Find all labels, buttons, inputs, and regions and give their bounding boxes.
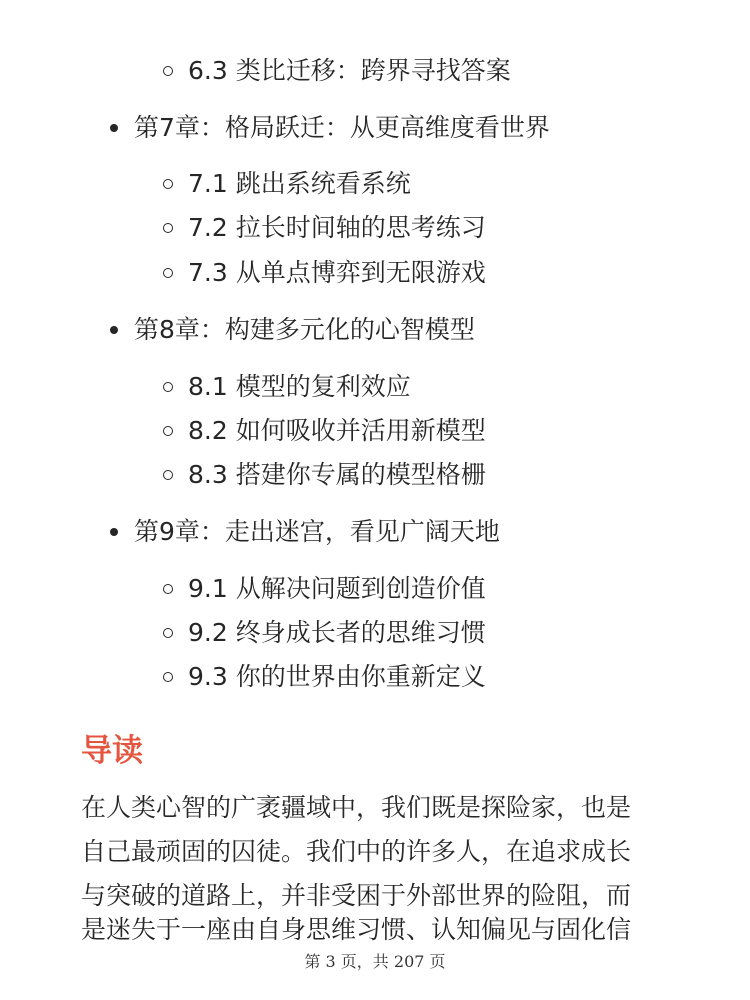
toc-chapter-label: 第9章：走出迷宫，看见广阔天地 — [134, 517, 500, 546]
page-number-footer: 第 3 页，共 207 页 — [304, 952, 446, 971]
hollow-bullet-icon — [163, 179, 173, 189]
toc-section-label: 7.2 拉长时间轴的思考练习 — [188, 213, 486, 242]
hollow-bullet-icon — [163, 426, 173, 436]
toc-section-label: 8.1 模型的复利效应 — [188, 372, 411, 401]
toc-section-label: 9.1 从解决问题到创造价值 — [188, 574, 486, 603]
hollow-bullet-icon — [163, 268, 173, 278]
hollow-bullet-icon — [163, 382, 173, 392]
hollow-bullet-icon — [163, 66, 173, 76]
toc-section-label: 6.3 类比迁移：跨界寻找答案 — [188, 56, 511, 85]
hollow-bullet-icon — [163, 223, 173, 233]
hollow-bullet-icon — [163, 628, 173, 638]
hollow-bullet-icon — [163, 672, 173, 682]
hollow-bullet-icon — [163, 470, 173, 480]
toc-section-label: 7.3 从单点博弈到无限游戏 — [188, 258, 486, 287]
toc-section-label: 7.1 跳出系统看系统 — [188, 169, 411, 198]
intro-paragraph-line: 自己最顽固的囚徒。我们中的许多人，在追求成长 — [81, 837, 632, 866]
intro-paragraph-line: 与突破的道路上，并非受困于外部世界的险阻，而 — [81, 881, 632, 910]
intro-paragraph-line: 是迷失于一座由自身思维习惯、认知偏见与固化信 — [81, 915, 632, 944]
toc-section-label: 8.3 搭建你专属的模型格栅 — [188, 460, 486, 489]
intro-paragraph-line: 在人类心智的广袤疆域中，我们既是探险家，也是 — [81, 793, 632, 822]
filled-bullet-icon — [110, 124, 118, 132]
toc-chapter-label: 第8章：构建多元化的心智模型 — [134, 315, 475, 344]
toc-section-label: 8.2 如何吸收并活用新模型 — [188, 416, 486, 445]
filled-bullet-icon — [110, 326, 118, 334]
intro-heading: 导读 — [81, 733, 143, 769]
toc-chapter-label: 第7章：格局跃迁：从更高维度看世界 — [134, 113, 550, 142]
hollow-bullet-icon — [163, 584, 173, 594]
toc-section-label: 9.2 终身成长者的思维习惯 — [188, 618, 486, 647]
filled-bullet-icon — [110, 528, 118, 536]
toc-section-label: 9.3 你的世界由你重新定义 — [188, 662, 486, 691]
